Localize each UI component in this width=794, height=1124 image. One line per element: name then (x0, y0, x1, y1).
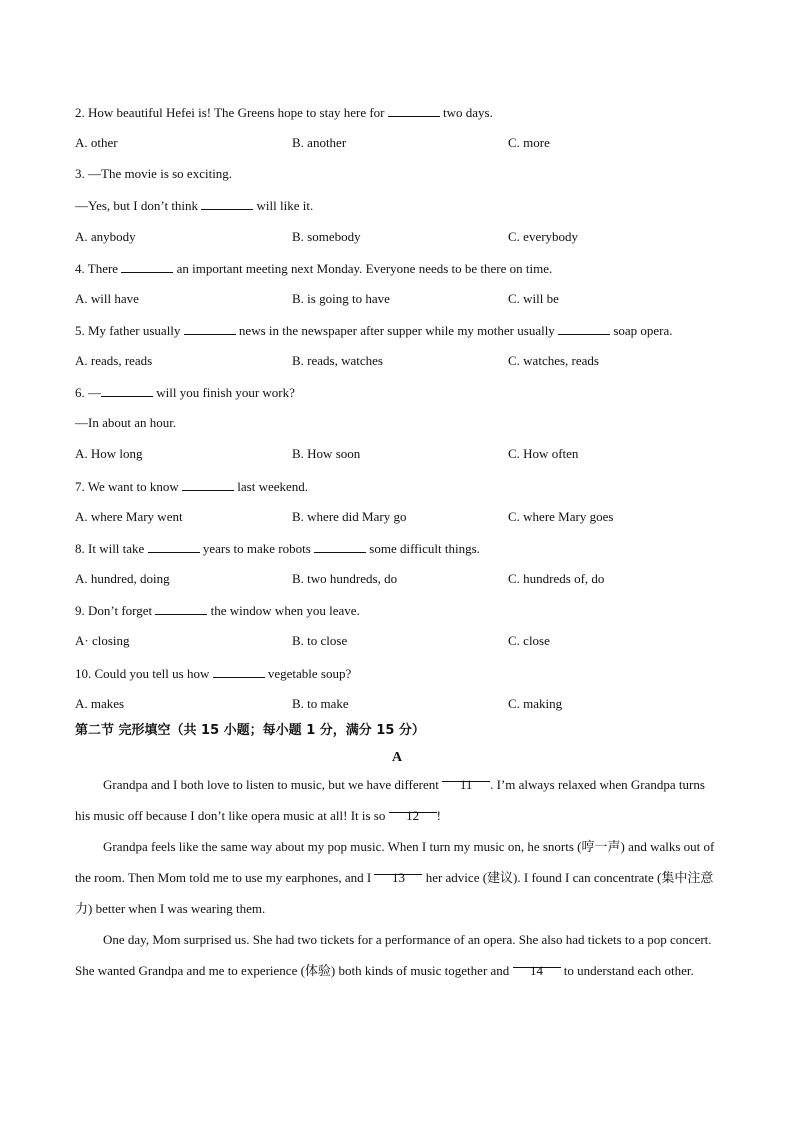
answer-blank (155, 602, 207, 615)
stem-text: 7. We want to know (75, 479, 183, 494)
option-b: B. is going to have (292, 291, 390, 306)
question-7-stem (75, 478, 308, 495)
question-4-stem (75, 260, 552, 277)
question-8-options (75, 571, 735, 587)
question-9-stem (75, 602, 360, 619)
option-b: B. How soon (292, 446, 361, 461)
passage-text: . I’m always relaxed when Grandpa turns his music off because I don’t like opera music at all! It is so (75, 777, 705, 823)
passage-text: Grandpa and I both love to listen to music, but we have different (103, 777, 443, 792)
option-b: B. to close (292, 633, 348, 648)
question-6-options (75, 446, 735, 462)
option-b: B. reads, watches (292, 353, 383, 368)
stem-text: will like it. (253, 198, 314, 213)
option-c: C. close (508, 633, 550, 648)
answer-blank (182, 478, 234, 491)
question-3-response (75, 197, 313, 214)
question-6-response: —In about an hour. (75, 415, 177, 430)
stem-text: 10. Could you tell us how (75, 666, 213, 681)
answer-blank (148, 540, 200, 553)
option-c: C. more (508, 135, 550, 150)
answer-blank (101, 384, 153, 397)
passage-text: to understand each other. (560, 963, 694, 978)
option-b: B. two hundreds, do (292, 571, 398, 586)
question-5-stem (75, 322, 673, 339)
stem-text: 6. — (75, 385, 101, 400)
stem-text: vegetable soup? (264, 666, 352, 681)
question-10-options (75, 696, 735, 712)
option-a: A. makes (75, 696, 125, 711)
option-a: A. will have (75, 291, 139, 306)
stem-text: years to make robots (199, 541, 315, 556)
stem-text: an important meeting next Monday. Everyone needs to be there on time. (173, 261, 553, 276)
option-c: C. where Mary goes (508, 509, 614, 524)
question-10-stem (75, 665, 351, 682)
answer-blank (388, 104, 440, 117)
option-a: A. anybody (75, 229, 136, 244)
question-8-stem (75, 540, 480, 557)
stem-text: last weekend. (234, 479, 309, 494)
passage-paragraph-1 (75, 769, 720, 831)
cloze-blank-13: 13 (374, 862, 422, 875)
option-a: A· closing (75, 633, 130, 648)
stem-text: 9. Don’t forget (75, 603, 156, 618)
question-3-stem: 3. —The movie is so exciting. (75, 166, 233, 181)
option-a: A. hundred, doing (75, 571, 170, 586)
question-2-stem (75, 104, 493, 121)
passage-text: One day, Mom surprised us. She had two tickets for a performance of an opera. She also had tickets to a pop concert. She wanted Grandpa and me to experience (体验) both kinds of music together and (75, 932, 712, 978)
stem-text: will you finish your work? (153, 385, 295, 400)
stem-text: some difficult things. (366, 541, 480, 556)
question-6-stem (75, 384, 295, 401)
question-7-options (75, 509, 735, 525)
option-a: A. where Mary went (75, 509, 183, 524)
option-b: B. another (292, 135, 347, 150)
question-3-options (75, 229, 735, 245)
passage-paragraph-2 (75, 831, 720, 924)
stem-text: two days. (439, 105, 493, 120)
option-b: B. where did Mary go (292, 509, 407, 524)
option-a: A. other (75, 135, 118, 150)
answer-blank (184, 322, 236, 335)
passage-label: A (391, 750, 403, 765)
option-c: C. hundreds of, do (508, 571, 605, 586)
question-2-options (75, 135, 735, 151)
option-b: B. somebody (292, 229, 361, 244)
cloze-blank-12: 12 (389, 800, 437, 813)
stem-text: —Yes, but I don’t think (75, 198, 202, 213)
answer-blank (201, 197, 253, 210)
question-4-options (75, 291, 735, 307)
stem-text: 4. There (75, 261, 122, 276)
passage-text: ! (436, 808, 441, 823)
cloze-blank-11: 11 (442, 769, 490, 782)
option-a: A. reads, reads (75, 353, 153, 368)
answer-blank (213, 665, 265, 678)
option-c: C. How often (508, 446, 579, 461)
cloze-blank-14: 14 (513, 955, 561, 968)
question-9-options (75, 633, 735, 649)
option-a: A. How long (75, 446, 143, 461)
option-c: C. making (508, 696, 563, 711)
option-c: C. everybody (508, 229, 579, 244)
option-c: C. will be (508, 291, 559, 306)
question-5-options (75, 353, 735, 369)
answer-blank (121, 260, 173, 273)
answer-blank (314, 540, 366, 553)
stem-text: 5. My father usually (75, 323, 184, 338)
stem-text: 8. It will take (75, 541, 148, 556)
passage-text: her advice (建议). I found I can concentrate (集中注意力) better when I was wearing them. (75, 870, 714, 916)
option-b: B. to make (292, 696, 349, 711)
answer-blank (558, 322, 610, 335)
stem-text: news in the newspaper after supper while my mother usually (235, 323, 559, 338)
passage-text: Grandpa feels like the same way about my pop music. When I turn my music on, he snorts (哼一声) and walks out of the room. Then Mom told me to use my earphones, and I (75, 839, 715, 885)
stem-text: 2. How beautiful Hefei is! The Greens hope to stay here for (75, 105, 388, 120)
stem-text: the window when you leave. (207, 603, 360, 618)
option-c: C. watches, reads (508, 353, 599, 368)
passage-paragraph-3 (75, 924, 720, 986)
stem-text: soap opera. (610, 323, 673, 338)
section-title: 第二节 完形填空（共 15 小题；每小题 1 分，满分 15 分） (75, 723, 425, 738)
